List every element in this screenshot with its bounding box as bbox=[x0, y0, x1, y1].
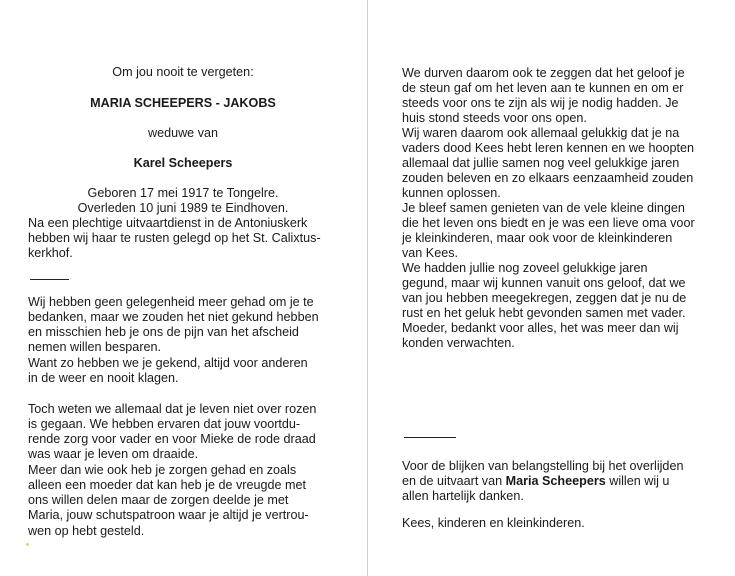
text-line: die het leven ons biedt en je was een lieve oma voor bbox=[402, 216, 695, 230]
text-line: was waar je leven om draaide. bbox=[28, 447, 199, 461]
text-line: gegund, maar wij kunnen vanuit ons geloof, dat we bbox=[402, 276, 686, 290]
text-line: de steun gaf om het leven aan te kunnen en om er bbox=[402, 81, 684, 95]
text-line: Je bleef samen genieten van de vele kleine dingen bbox=[402, 201, 685, 215]
text-line: kunnen oplossen. bbox=[402, 186, 501, 200]
thanks-line: Voor de blijken van belangstelling bij het overlijden bbox=[402, 459, 684, 473]
text-line: wen op hebt gesteld. bbox=[28, 524, 145, 538]
text-line: rust en het geluk hebt gevonden samen met vader. bbox=[402, 306, 686, 320]
separator-rule bbox=[404, 437, 456, 438]
text-line: hebben wij haar te rusten gelegd op het St. Calixtus- bbox=[28, 231, 321, 245]
birth-line: Geboren 17 mei 1917 te Tongelre. bbox=[87, 186, 279, 200]
speck-mark bbox=[26, 543, 29, 546]
text-line: rende zorg voor vader en voor Mieke de rode draad bbox=[28, 432, 316, 446]
text-line: Toch weten we allemaal dat je leven niet over rozen bbox=[28, 402, 317, 416]
text-line: ons willen delen maar de zorgen deelde je met bbox=[28, 493, 289, 507]
text-line: Wij hebben geen gelegenheid meer gehad om je te bbox=[28, 295, 314, 309]
text-line: Wij waren daarom ook allemaal gelukkig dat je na bbox=[402, 126, 680, 140]
text-line: allemaal dat jullie samen nog veel gelukkige jaren bbox=[402, 156, 680, 170]
text-line: alleen een moeder dat kan heb je de vreugde met bbox=[28, 478, 306, 492]
text-line: zouden beleven en zo elkaars eenzaamheid zouden bbox=[402, 171, 694, 185]
text-line: Want zo hebben we je gekend, altijd voor anderen bbox=[28, 356, 308, 370]
text-line: Moeder, bedankt voor alles, het was meer dan wij bbox=[402, 321, 679, 335]
text-line: nemen willen besparen. bbox=[28, 340, 162, 354]
thanks-line: allen hartelijk danken. bbox=[402, 489, 524, 503]
text-line: Na een plechtige uitvaartdienst in de Antoniuskerk bbox=[28, 216, 308, 230]
signature-line: Kees, kinderen en kleinkinderen. bbox=[402, 516, 585, 530]
thanks-text: en de uitvaart van bbox=[402, 474, 506, 488]
spouse-name: Karel Scheepers bbox=[133, 156, 233, 170]
text-line: We hadden jullie nog zoveel gelukkige jaren bbox=[402, 261, 648, 275]
text-line: kerkhof. bbox=[28, 246, 73, 260]
text-line: Meer dan wie ook heb je zorgen gehad en zoals bbox=[28, 463, 297, 477]
text-line: van jou hebben meegekregen, zeggen dat je nu de bbox=[402, 291, 687, 305]
text-line: vaders dood Kees hebt leren kennen en we hoopten bbox=[402, 141, 694, 155]
separator-rule bbox=[30, 279, 69, 280]
text-line: huis stond steeds voor ons open. bbox=[402, 111, 587, 125]
text-line: is gegaan. We hebben ervaren dat jouw voortdu- bbox=[28, 417, 301, 431]
deceased-name: MARIA SCHEEPERS - JAKOBS bbox=[90, 96, 276, 110]
text-line: steeds voor ons te zijn als wij je nodig hadden. Je bbox=[402, 96, 679, 110]
opening-line: Om jou nooit te vergeten: bbox=[112, 65, 254, 79]
text-line: je kleinkinderen, maar ook voor de kleinkinderen bbox=[402, 231, 673, 245]
fold-line bbox=[367, 0, 368, 576]
text-line: konden verwachten. bbox=[402, 336, 515, 350]
widow-of-label: weduwe van bbox=[147, 126, 218, 140]
deceased-name-inline: Maria Scheepers bbox=[505, 474, 606, 488]
text-line: bedanken, maar we zouden het niet gekund hebben bbox=[28, 310, 319, 324]
text-line: en misschien heb je ons de pijn van het afscheid bbox=[28, 325, 299, 339]
text-line: in de weer en nooit klagen. bbox=[28, 371, 179, 385]
death-line: Overleden 10 juni 1989 te Eindhoven. bbox=[77, 201, 289, 215]
text-line: We durven daarom ook te zeggen dat het geloof je bbox=[402, 66, 685, 80]
text-line: van Kees. bbox=[402, 246, 459, 260]
thanks-text: willen wij u bbox=[605, 474, 670, 488]
text-line: Maria, jouw schutspatroon waar je altijd je vertrou- bbox=[28, 508, 309, 522]
thanks-line bbox=[402, 474, 669, 489]
